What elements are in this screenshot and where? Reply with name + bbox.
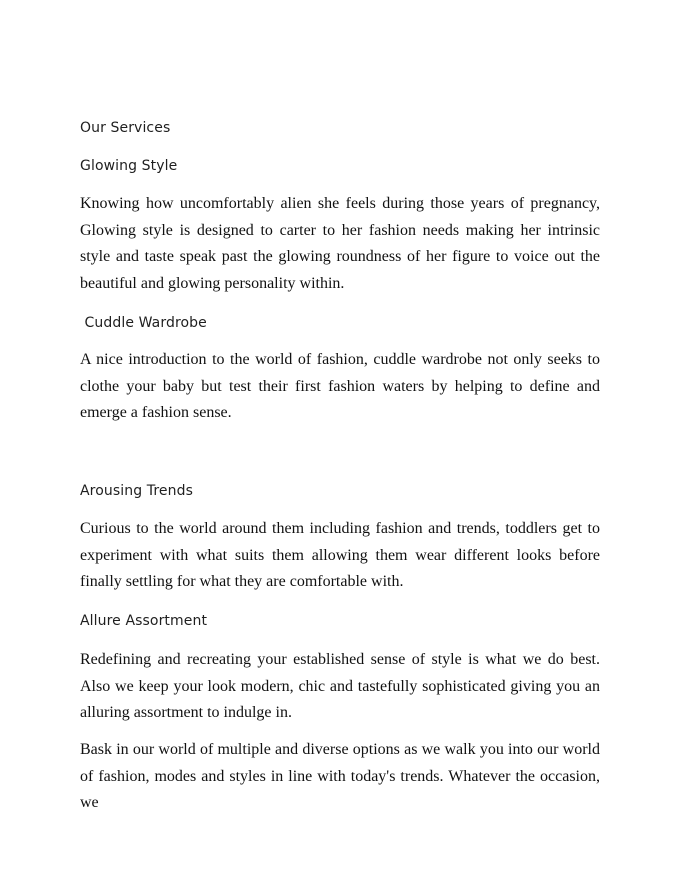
service-heading-arousing-trends: Arousing Trends [80,483,193,499]
service-description-allure-assortment: Redefining and recreating your established sense of style is what we do best. Also we keep your look modern, chic and tastefully sophisticated giving you an alluring assortment to indulge in. [80,651,600,721]
service-heading-glowing-style: Glowing Style [80,158,178,174]
service-description-arousing-trends: Curious to the world around them including fashion and trends, toddlers get to experiment with what suits them allowing them wear different looks before finally settling for what they are comfortable with. [80,520,600,590]
service-heading-allure-assortment: Allure Assortment [80,613,208,629]
service-description-cuddle-wardrobe: A nice introduction to the world of fashion, cuddle wardrobe not only seeks to clothe your baby but test their first fashion waters by helping to define and emerge a fashion sense. [80,351,600,421]
service-heading-cuddle-wardrobe: Cuddle Wardrobe [80,315,207,331]
service-description-glowing-style: Knowing how uncomfortably alien she feels during those years of pregnancy, Glowing style is designed to carter to her fashion needs making her intrinsic style and taste speak past the glowing roundness of her figure to voice out the beautiful and glowing personality within. [80,195,600,292]
section-title: Our Services [80,120,171,136]
closing-paragraph: Bask in our world of multiple and diverse options as we walk you into our world of fashion, modes and styles in line with today's trends. Whatever the occasion, we [80,741,600,811]
